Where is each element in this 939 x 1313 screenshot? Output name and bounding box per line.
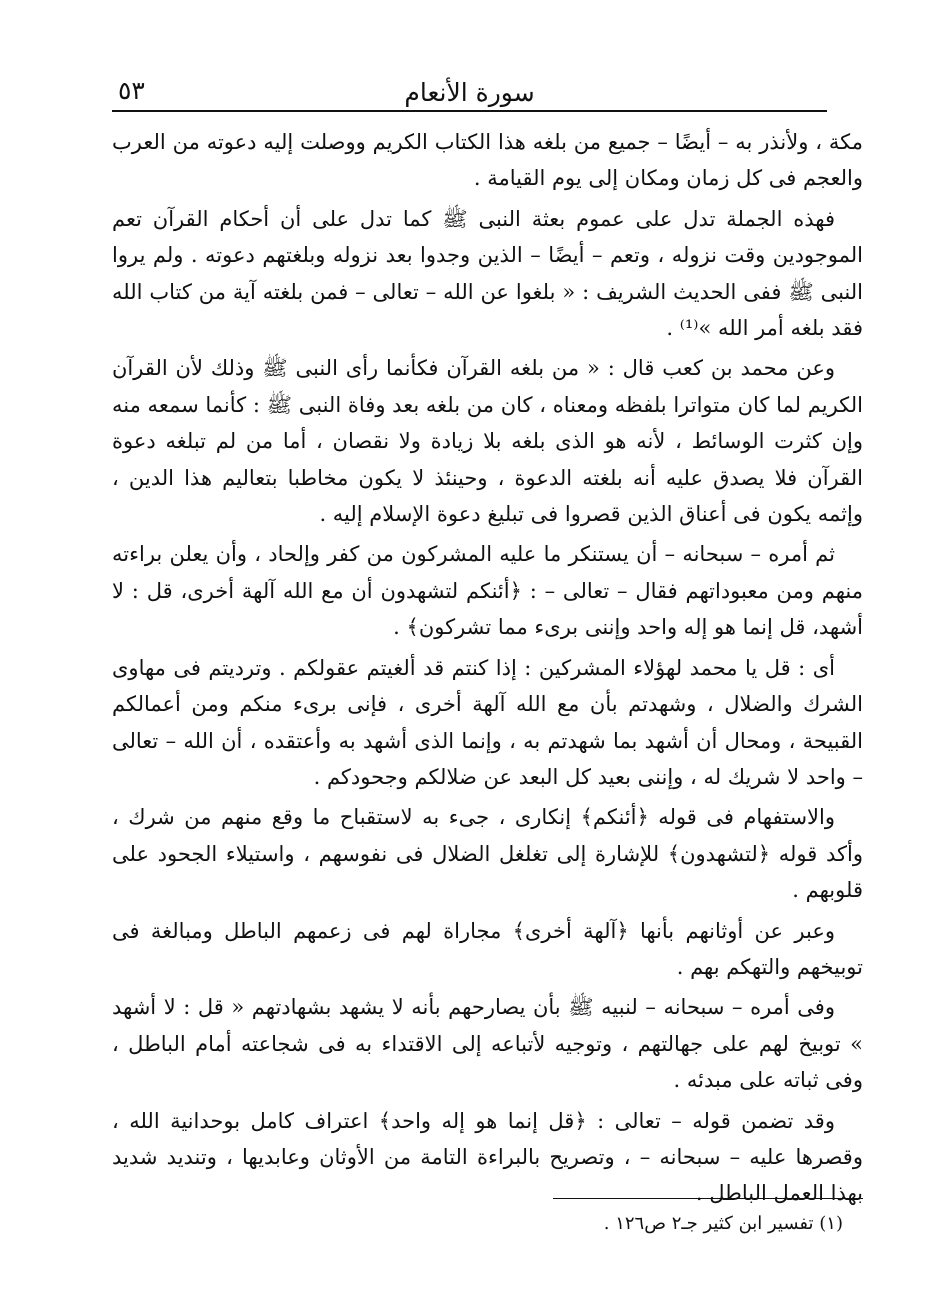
- paragraph: وعن محمد بن كعب قال : « من بلغه القرآن فكأنما رأى النبى ﷺ وذلك لأن القرآن الكريم لما كان متواترا بلفظه ومعناه ، كان من بلغه بعد وفاة النبى ﷺ : كأنما سمعه منه وإن كثرت الوسائط ، لأنه هو الذى بلغه بلا زيادة ولا نقصان ، أما من لم تبلغه دعوة القرآن فلا يصدق عليه أنه بلغته الدعوة ، وحينئذ لا يكون مخاطبا بتعاليم هذا الدين ، وإثمه يكون فى أعناق الذين قصروا فى تبليغ دعوة الإسلام إليه .: [112, 356, 863, 527]
- paragraph: ثم أمره – سبحانه – أن يستنكر ما عليه المشركون من كفر وإلحاد ، وأن يعلن براءته منهم ومن معبوداتهم فقال – تعالى – : ﴿أئنكم لتشهدون أن مع الله آلهة أخرى، قل : لا أشهد، قل إنما هو إله واحد وإننى برىء مما تشركون﴾ .: [112, 542, 863, 640]
- page-header: [112, 66, 827, 110]
- footnote-rule: [553, 1198, 863, 1199]
- paragraph: والاستفهام فى قوله ﴿أئنكم﴾ إنكارى ، جىء به لاستقباح ما وقع منهم من شرك ، وأكد قوله ﴿لتشهدون﴾ للإشارة إلى تغلغل الضلال فى نفوسهم ، واستيلاء الجحود على قلوبهم .: [112, 805, 863, 903]
- body-text: [112, 124, 863, 1216]
- paragraph: مكة ، ولأنذر به – أيضًا – جميع من بلغه هذا الكتاب الكريم ووصلت إليه دعوته من العرب والعجم فى كل زمان ومكان إلى يوم القيامة .: [112, 130, 863, 191]
- paragraph: فهذه الجملة تدل على عموم بعثة النبى ﷺ كما تدل على أن أحكام القرآن تعم الموجودين وقت نزوله ، وتعم – أيضًا – الذين وجدوا بعد نزوله وبلغتهم دعوته . ولم يروا النبى ﷺ ففى الحديث الشريف : « بلغوا عن الله – تعالى – فمن بلغته آية من كتاب الله فقد بلغه أمر الله »⁽¹⁾ .: [112, 206, 863, 341]
- paragraph: وفى أمره – سبحانه – لنبيه ﷺ بأن يصارحهم بأنه لا يشهد بشهادتهم « قل : لا أشهد » توبيخ لهم على جهالتهم ، وتوجيه لأتباعه إلى الاقتداء به فى شجاعته أمام الباطل ، وفى ثباته على مبدئه .: [112, 995, 863, 1093]
- paragraph: وعبر عن أوثانهم بأنها ﴿آلهة أخرى﴾ مجاراة لهم فى زعمهم الباطل ومبالغة فى توبيخهم والتهكم بهم .: [112, 918, 863, 979]
- paragraph: أى : قل يا محمد لهؤلاء المشركين : إذا كنتم قد ألغيتم عقولكم . وترديتم فى مهاوى الشرك والضلال ، وشهدتم بأن مع الله آلهة أخرى ، فإنى برىء منكم ومن أعمالكم القبيحة ، ومحال أن أشهد بما شهدتم به ، وإنما الذى أشهد به وأعتقده ، أن الله – تعالى – واحد لا شريك له ، وإننى بعيد كل البعد عن ضلالكم وجحودكم .: [112, 655, 863, 789]
- footnote: (١) تفسير ابن كثير جـ٢ ص١٢٦ .: [603, 1213, 843, 1234]
- header-rule: [112, 110, 827, 112]
- page-number: ٥٣: [118, 76, 145, 105]
- surah-title: سورة الأنعام: [404, 78, 535, 107]
- paragraph: وقد تضمن قوله – تعالى : ﴿قل إنما هو إله واحد﴾ اعتراف كامل بوحدانية الله ، وقصرها عليه – سبحانه – ، وتصريح بالبراءة التامة من الأوثان وعابديها ، وتنديد شديد بهذا العمل الباطل .: [112, 1108, 863, 1206]
